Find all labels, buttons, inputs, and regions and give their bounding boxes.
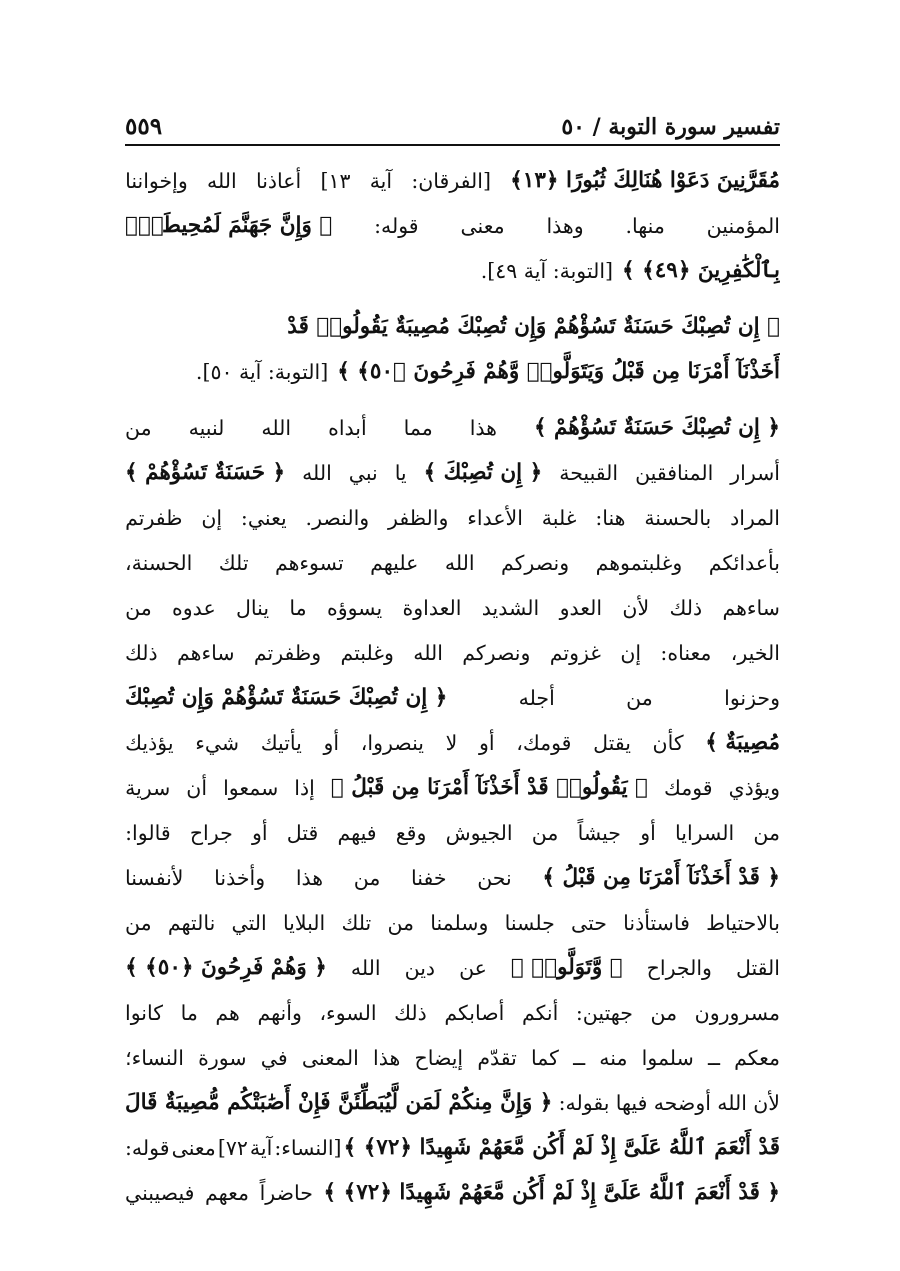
word: قومك، xyxy=(516,730,572,755)
word: ونصركم xyxy=(462,640,531,665)
word: وغلبتم xyxy=(340,640,394,665)
commentary-text: [التوبة: آية ٤٩]. xyxy=(480,258,614,283)
word: لأنفسنا xyxy=(125,865,184,890)
text-line xyxy=(125,1125,780,1170)
text-line xyxy=(125,810,780,855)
word: القبيحة xyxy=(559,460,619,485)
word: والنصر. xyxy=(305,505,370,530)
word: والجراح xyxy=(646,955,712,980)
word: من xyxy=(125,415,152,440)
word: [الفرقان: xyxy=(411,168,491,193)
word: معنى xyxy=(460,213,505,238)
word: سلموا xyxy=(641,1045,694,1070)
paragraph xyxy=(125,304,780,394)
paragraph-gap xyxy=(125,293,780,304)
page-number: ٥٥٩ xyxy=(125,113,163,140)
quran-verse: ﴿ وَّتَوَلَّوا۟ ﴾ xyxy=(510,955,623,980)
word: حتى xyxy=(570,910,607,935)
word: ذلك xyxy=(394,1000,427,1025)
quran-verse: أَخَذْنَآ أَمْرَنَا مِن قَبْلُ وَيَتَوَلَّوا۟ وَّهُمْ فَرِحُونَ ﴿٥٠﴾ ﴾ xyxy=(337,359,780,384)
page-header xyxy=(125,108,780,146)
word: إن xyxy=(620,640,642,665)
word: الله xyxy=(413,640,443,665)
word: يقتل xyxy=(593,730,631,755)
word: دين xyxy=(404,955,436,980)
word: معنى xyxy=(171,1135,216,1160)
word: سرية xyxy=(125,775,171,800)
word: ويؤذي xyxy=(728,775,780,800)
word: الخير، xyxy=(730,640,780,665)
word: من xyxy=(125,910,152,935)
word: هم xyxy=(215,1000,240,1025)
word: لأن xyxy=(622,595,650,620)
word: من xyxy=(753,820,780,845)
word: أصابكم xyxy=(444,1000,505,1025)
word: ذلك xyxy=(669,595,703,620)
word: وإخواننا xyxy=(125,168,188,193)
word: من xyxy=(353,865,381,890)
word: النساء؛ xyxy=(125,1045,184,1070)
page-body xyxy=(125,158,780,1215)
paragraph-gap xyxy=(125,394,780,405)
word: شيء xyxy=(195,730,240,755)
word: قومك xyxy=(663,775,713,800)
word: هذا xyxy=(373,1045,401,1070)
word: ونصركم xyxy=(501,550,570,575)
word: الله xyxy=(717,1090,747,1115)
word: مسرورون xyxy=(694,1000,780,1025)
word: عن xyxy=(459,955,487,980)
quran-verse: ﴿ وَهُمْ فَرِحُونَ ﴿٥٠﴾ ﴾ xyxy=(125,955,327,980)
quran-verse: مُصِيبَةٌ ﴾ xyxy=(705,730,780,755)
word: [النساء: xyxy=(274,1135,342,1160)
word: تسوءهم xyxy=(274,550,344,575)
word: فيصيبني xyxy=(125,1180,195,1205)
quran-verse: ﴿ إِن تُصِبْكَ حَسَنَةٌ تَسُؤْهُمْ ﴾ xyxy=(533,415,780,440)
word: غزوتم xyxy=(549,640,601,665)
quran-verse: قَدْ أَنْعَمَ ٱللَّهُ عَلَىَّ إِذْ لَمْ أَكُن مَّعَهُمْ شَهِيدًا ﴿٧٢﴾ ﴾ xyxy=(343,1135,780,1160)
running-title: تفسير سورة التوبة / ٥٠ xyxy=(561,114,780,140)
word: من xyxy=(125,595,152,620)
word: أبداه xyxy=(328,415,367,440)
word: وغلبتموهم xyxy=(595,550,683,575)
word: العداوة xyxy=(402,595,462,620)
paragraph xyxy=(125,405,780,1215)
word: نالتهم xyxy=(167,910,216,935)
word: بالاحتياط xyxy=(706,910,780,935)
word: جلسنا xyxy=(504,910,555,935)
word: ساءهم xyxy=(177,640,235,665)
word: جيشاً xyxy=(577,820,621,845)
text-line xyxy=(125,405,780,450)
word: ظفرتم xyxy=(125,505,183,530)
word: أعاذنا xyxy=(255,168,302,193)
word: أجله xyxy=(518,685,555,710)
word: ــ xyxy=(573,1045,586,1070)
word: تقدّم xyxy=(477,1045,517,1070)
word: بقوله: xyxy=(558,1090,610,1115)
word: جهتين: xyxy=(575,1000,633,1025)
word: وأخذنا xyxy=(214,865,266,890)
word: منها. xyxy=(625,213,665,238)
quran-verse: ﴿ إِن تُصِبْكَ حَسَنَةٌ تَسُؤْهُمْ وَإِن تُصِبْكَ مُصِيبَةٌ يَقُولُوا۟ قَدْ xyxy=(287,314,780,339)
word: المنافقين xyxy=(635,460,714,485)
word: مما xyxy=(403,415,433,440)
word: سورة xyxy=(198,1045,247,1070)
quran-verse: ﴿ وَإِنَّ جَهَنَّمَ لَمُحِيطَةٌۢ xyxy=(125,213,333,238)
word: يسوؤه xyxy=(326,595,383,620)
word: وسلمنا xyxy=(430,910,489,935)
word: والظفر xyxy=(388,505,449,530)
word: إيضاح xyxy=(414,1045,464,1070)
word: هنا: xyxy=(595,505,626,530)
text-line xyxy=(125,158,780,203)
word: الجيوش xyxy=(445,820,513,845)
word: من xyxy=(531,820,559,845)
word: السرايا xyxy=(675,820,735,845)
word: فيها xyxy=(615,1090,648,1115)
word: منه xyxy=(599,1045,628,1070)
word: الأعداء xyxy=(467,505,523,530)
word: وظفرتم xyxy=(253,640,322,665)
word: يا xyxy=(394,460,407,485)
quran-verse: ﴿ قَدْ أَنْعَمَ ٱللَّهُ عَلَىَّ إِذْ لَمْ أَكُن مَّعَهُمْ شَهِيدًا ﴿٧٢﴾ ﴾ xyxy=(323,1180,780,1205)
text-line xyxy=(125,855,780,900)
word: البلايا xyxy=(282,910,326,935)
word: قتل xyxy=(286,820,319,845)
text-line xyxy=(125,630,780,675)
word: معناه: xyxy=(660,640,712,665)
text-line xyxy=(125,765,780,810)
word: أسرار xyxy=(730,460,780,485)
word: لأن xyxy=(753,1090,780,1115)
word: الحسنة، xyxy=(125,550,193,575)
word: كما xyxy=(531,1045,559,1070)
text-line xyxy=(125,1035,780,1080)
word: ما xyxy=(289,595,307,620)
word: نبي xyxy=(348,460,378,485)
word: سمعوا xyxy=(223,775,279,800)
word: وأنهم xyxy=(257,1000,302,1025)
text-line xyxy=(125,945,780,990)
word: أن xyxy=(186,775,208,800)
text-line xyxy=(125,900,780,945)
word: غلبة xyxy=(541,505,577,530)
word: عليهم xyxy=(370,550,419,575)
word: ذلك xyxy=(125,640,158,665)
commentary-text: [التوبة: آية ٥٠]. xyxy=(195,359,329,384)
word: قالوا: xyxy=(125,820,171,845)
word: تلك xyxy=(218,550,249,575)
word: معكم xyxy=(734,1045,780,1070)
quran-verse: مُقَرَّنِينَ دَعَوْا هُنَالِكَ ثُبُورًا ﴿١٣﴾ xyxy=(510,168,780,193)
quran-verse: ﴿ قَدْ أَخَذْنَآ أَمْرَنَا مِن قَبْلُ ﴾ xyxy=(542,865,780,890)
word: آية xyxy=(369,168,393,193)
text-line xyxy=(125,304,780,349)
text-line xyxy=(125,990,780,1035)
word: عدوه xyxy=(172,595,216,620)
text-line xyxy=(125,675,780,720)
word: جراح xyxy=(189,820,233,845)
word: خفنا xyxy=(411,865,447,890)
word: ينال xyxy=(236,595,270,620)
text-line xyxy=(125,1170,780,1215)
word: التي xyxy=(231,910,267,935)
word: الشديد xyxy=(481,595,540,620)
word: آية xyxy=(249,1135,273,1160)
word: ١٣] xyxy=(320,168,351,193)
word: السوء، xyxy=(319,1000,377,1025)
word: في xyxy=(260,1045,288,1070)
text-line xyxy=(125,203,780,248)
word: لنبيه xyxy=(188,415,225,440)
text-line xyxy=(125,1080,780,1125)
word: معهم xyxy=(205,1180,249,1205)
word: الله xyxy=(444,550,475,575)
word: العدو xyxy=(559,595,603,620)
word: ساءهم xyxy=(722,595,780,620)
word: إذا xyxy=(294,775,315,800)
word: بالحسنة xyxy=(644,505,712,530)
word: وهذا xyxy=(546,213,584,238)
quran-verse: ﴿ وَإِنَّ مِنكُمْ لَمَن لَّيُبَطِّئَنَّ فَإِنْ أَصَٰبَتْكُم مُّصِيبَةٌ قَالَ xyxy=(125,1090,553,1115)
word: يؤذيك xyxy=(125,730,174,755)
quran-verse: ﴿ إِن تُصِبْكَ ﴾ xyxy=(423,460,543,485)
word: بأعدائكم xyxy=(708,550,780,575)
word: قوله: xyxy=(374,213,419,238)
word: من xyxy=(626,685,653,710)
paragraph xyxy=(125,158,780,293)
word: الله xyxy=(207,168,237,193)
word: أو xyxy=(251,820,268,845)
word: نحن xyxy=(477,865,512,890)
word: إن xyxy=(201,505,223,530)
word: فيهم xyxy=(337,820,377,845)
word: فاستأذنا xyxy=(623,910,690,935)
word: من xyxy=(650,1000,678,1025)
word: قوله: xyxy=(125,1135,170,1160)
text-line xyxy=(125,248,780,293)
word: الله xyxy=(302,460,332,485)
quran-verse: ﴿ يَقُولُوا۟ قَدْ أَخَذْنَآ أَمْرَنَا مِن قَبْلُ ﴾ xyxy=(330,775,648,800)
word: من xyxy=(387,910,415,935)
word: هذا xyxy=(295,865,324,890)
word: أوضحه xyxy=(653,1090,711,1115)
word: أو xyxy=(640,820,656,845)
word: ينصروا، xyxy=(360,730,424,755)
word: يأتيك xyxy=(260,730,302,755)
word: الله xyxy=(261,415,292,440)
word: ما xyxy=(180,1000,198,1025)
word: حاضراً xyxy=(259,1180,313,1205)
word: وحزنوا xyxy=(724,685,780,710)
text-line xyxy=(125,540,780,585)
word: يعني: xyxy=(240,505,287,530)
quran-verse: ﴿ حَسَنَةٌ تَسُؤْهُمْ ﴾ xyxy=(125,460,286,485)
word: هذا xyxy=(469,415,497,440)
word: وقع xyxy=(395,820,427,845)
text-line xyxy=(125,585,780,630)
word: لا xyxy=(445,730,458,755)
quran-verse: بِٱلْكَٰفِرِينَ ﴿٤٩﴾ ﴾ xyxy=(622,258,780,283)
word: أنكم xyxy=(521,1000,559,1025)
text-line xyxy=(125,450,780,495)
text-line xyxy=(125,349,780,394)
word: المؤمنين xyxy=(706,213,780,238)
word: أو xyxy=(478,730,495,755)
word: كانوا xyxy=(125,1000,164,1025)
word: المعنى xyxy=(301,1045,359,1070)
word: ــ xyxy=(707,1045,720,1070)
word: تلك xyxy=(341,910,372,935)
word: أو xyxy=(323,730,340,755)
text-line xyxy=(125,495,780,540)
text-line xyxy=(125,720,780,765)
word: ٧٢] xyxy=(217,1135,248,1160)
quran-verse: ﴿ إِن تُصِبْكَ حَسَنَةٌ تَسُؤْهُمْ وَإِن تُصِبْكَ xyxy=(125,685,448,710)
word: الله xyxy=(350,955,381,980)
word: المراد xyxy=(730,505,780,530)
word: القتل xyxy=(735,955,780,980)
word: كأن xyxy=(652,730,684,755)
